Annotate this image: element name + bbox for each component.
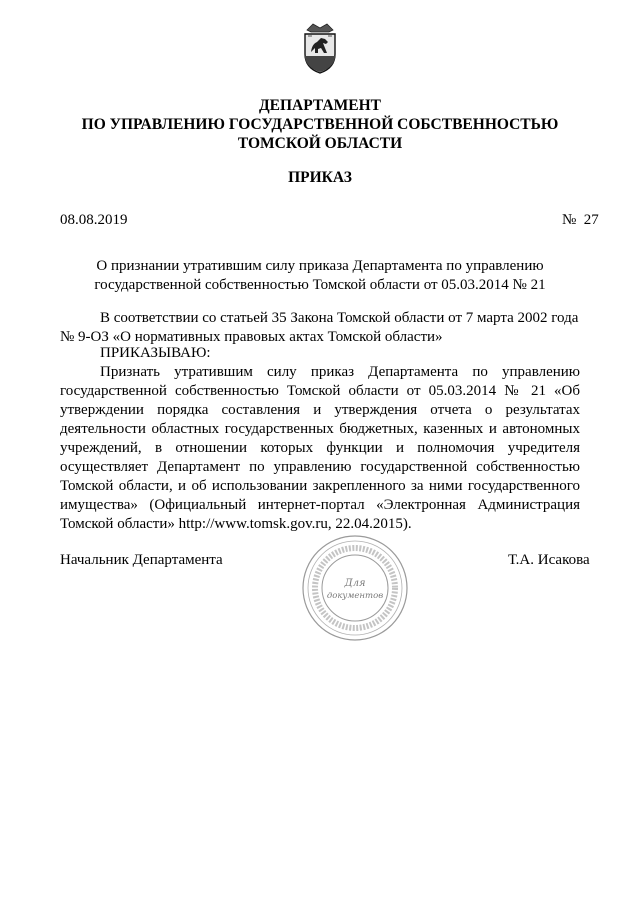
order-subject-line-2: государственной собственностью Томской области от 05.03.2014 № 21 (94, 277, 546, 293)
department-title-line-1: ДЕПАРТАМЕНТ (258, 97, 382, 114)
order-subject-line-1: О признании утратившим силу приказа Департамента по управлению (96, 258, 544, 274)
legal-basis-paragraph: В соответствии со статьей 35 Закона Томской области от 7 марта 2002 года № 9-ОЗ «О нормативных правовых актах Томской области» (60, 310, 590, 345)
order-date: 08.08.2019 (60, 212, 128, 228)
round-stamp-seal (301, 534, 409, 642)
stamp-inner-line-2: документов (326, 591, 384, 601)
order-title: ПРИКАЗ (288, 169, 352, 186)
order-directive-word: ПРИКАЗЫВАЮ: (100, 345, 211, 361)
order-main-paragraph: Признать утратившим силу приказ Департамента по управлению государственной собственностью Томской области от 05.03.2014 № 21 «Об утверждении порядка составления и утверждения отчета о результатах деятельности областных государственных бюджетных, казенных и автономных учреждений, в отношении которых функции и полномочия учредителя осуществляет Департамент по управлению государственной собственностью Томской области, и об использовании закрепленного за ними государственного имущества» (Официальный интернет-портал «Электронная Администрация Томской области» http://www.tomsk.gov.ru, 22.04.2015). (60, 364, 580, 532)
signatory-name: Т.А. Исакова (508, 552, 590, 568)
department-title-line-2: ПО УПРАВЛЕНИЮ ГОСУДАРСТВЕННОЙ СОБСТВЕННОСТЬЮ (81, 116, 559, 133)
signatory-role: Начальник Департамента (60, 552, 223, 568)
department-title-line-3: ТОМСКОЙ ОБЛАСТИ (237, 135, 403, 152)
stamp-inner-line-1: Для (344, 578, 366, 589)
order-subject (60, 257, 580, 295)
order-number: № 27 (562, 212, 599, 228)
tomsk-region-coat-of-arms-icon (299, 22, 341, 74)
